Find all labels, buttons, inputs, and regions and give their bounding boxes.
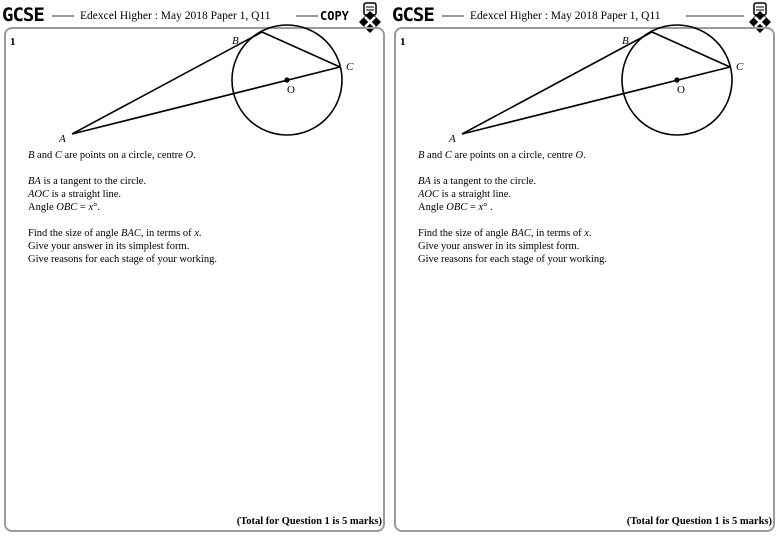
statement-angle: Angle OBC = x°. bbox=[28, 202, 100, 213]
question-number: 1 bbox=[400, 36, 406, 48]
instruction-simplest: Give your answer in its simplest form. bbox=[418, 241, 580, 252]
label-a: A bbox=[59, 133, 66, 145]
question-text bbox=[28, 149, 378, 266]
label-o: O bbox=[677, 84, 685, 96]
statement-line: AOC is a straight line. bbox=[28, 189, 122, 200]
tangent-ba bbox=[462, 32, 652, 134]
instruction-reasons: Give reasons for each stage of your working. bbox=[418, 254, 607, 265]
gcse-logo: GCSE bbox=[392, 4, 434, 26]
question-text bbox=[418, 149, 768, 266]
copy-label: COPY bbox=[320, 9, 349, 23]
instruction-find: Find the size of angle BAC, in terms of x. bbox=[418, 228, 592, 239]
tangent-ba bbox=[72, 32, 262, 134]
statement-line: AOC is a straight line. bbox=[418, 189, 512, 200]
label-b: B bbox=[622, 35, 629, 47]
centre-point bbox=[674, 77, 679, 82]
instruction-simplest: Give your answer in its simplest form. bbox=[28, 241, 190, 252]
statement-tangent: BA is a tangent to the circle. bbox=[418, 176, 537, 187]
centre-point bbox=[284, 77, 289, 82]
instruction-reasons: Give reasons for each stage of your working. bbox=[28, 254, 217, 265]
total-marks: (Total for Question 1 is 5 marks) bbox=[236, 516, 382, 527]
line-aoc bbox=[72, 67, 340, 134]
statement-angle: Angle OBC = x° . bbox=[418, 202, 493, 213]
statement-tangent: BA is a tangent to the circle. bbox=[28, 176, 147, 187]
label-a: A bbox=[449, 133, 456, 145]
total-marks: (Total for Question 1 is 5 marks) bbox=[626, 516, 772, 527]
chord-bc bbox=[652, 32, 730, 67]
exam-reference: Edexcel Higher : May 2018 Paper 1, Q11 bbox=[470, 10, 661, 22]
label-c: C bbox=[346, 61, 354, 73]
label-b: B bbox=[232, 35, 239, 47]
worksheet-page-right bbox=[390, 0, 780, 540]
line-aoc bbox=[462, 67, 730, 134]
circle-tangent-diagram bbox=[390, 0, 780, 150]
exam-reference: Edexcel Higher : May 2018 Paper 1, Q11 bbox=[80, 10, 271, 22]
statement-points: B and C are points on a circle, centre O. bbox=[418, 150, 586, 161]
gcse-logo: GCSE bbox=[2, 4, 44, 26]
circle-tangent-diagram bbox=[0, 0, 390, 150]
label-o: O bbox=[287, 84, 295, 96]
chord-bc bbox=[262, 32, 340, 67]
question-number: 1 bbox=[10, 36, 16, 48]
statement-points: B and C are points on a circle, centre O. bbox=[28, 150, 196, 161]
label-c: C bbox=[736, 61, 744, 73]
instruction-find: Find the size of angle BAC, in terms of x. bbox=[28, 228, 202, 239]
